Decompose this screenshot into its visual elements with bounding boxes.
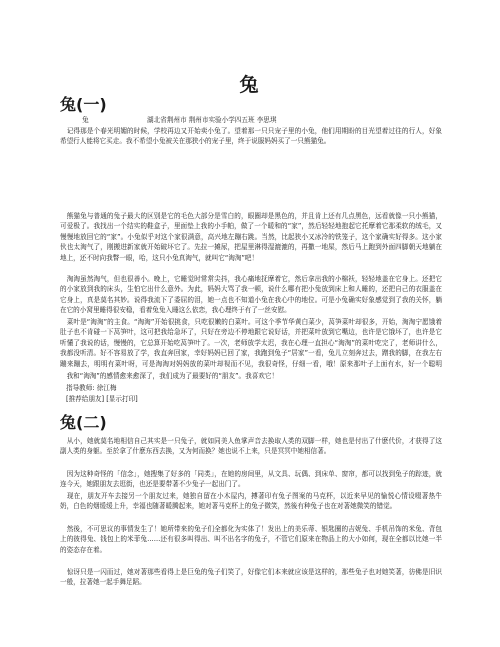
byline-word: 兔 [82, 116, 89, 124]
paragraph: 惊讶只是一闪而过，她对著那些看得上是巨兔的兔子们笑了，好像它们本来就应该是这样的，那些兔子也对她笑著，彷佛是旧识一般，拉著她一起手舞足蹈。 [60, 568, 442, 587]
paragraph: 从小，她就莫名地相信自己其实是一只兔子，就如同美人鱼掌声音去换取人类的双脚一样，她也是付出了什麽代价，才获得了这副人类的身躯。至於拿了什麽东西去换，又为何而换？她也说不上来，只是冥冥中她相信著。 [60, 437, 442, 456]
paragraph: 现在，朋友开车去接另一个朋友过来，她独自留在小木屋内，搏著印有兔子图案的马克杯，以近来早见的愉悦心情设啜著热牛奶，白色的烟缓缓上升，幸福也随著暖腾起来，她对著马克杯上的兔子微笑，然後有种兔子也在对著她微笑的错觉。 [60, 492, 442, 511]
paragraph: 淘淘虽然淘气，但也很善小。晚上，它睡觉时常常尖抖，我心痛地抚摩着它，然后拿出我的小棉袄，轻轻地盖在它身上。还把它的小家放到我的床头，生怕它出什么意外。为此，妈妈大骂了我一顿，说什么哪有把小兔放到床上和人睡的，还把自己的衣服盖在它身上，真是莫名其妙。说得我流下了委屈的泪，她一点也不知道小兔在我心中的地位。可是小兔确实好象感觉到了我的关怀，躺在它的小窝里睡得很安稳，看着兔兔入睡这么依恋，我心理终于有了一丝安慰。 [60, 275, 442, 315]
action-links [66, 394, 138, 404]
paragraph: 菜叶是“淘淘”的主食。“淘淘”开始很挑食，只吃很嫩的白菜叶。可这个季节华黄白菜少，莴笋菜叶却很多，开始，淘淘宁愿饿着肚子也不肯碰一下莴笋叶，这可把我给急坏了，只好在旁边不停地跟它说好话，并把菜叶放到它嘴边，也许是它饿坏了，也许是它听懂了我说的话，慢慢的，它总算开始吃莴笋叶了。一次，老师放学太迟，我在心理一直担心“淘淘”的菜叶吃完了，老师讲什么，我都没听清。好不容易放了学，我直奔回家，幸好妈妈已回了家，我跑到兔子“居家”一看，兔儿立刻奔过去，蹭我的脚，在我左右蹦来蹦去，明明有菜叶呀，可是淘淘对妈妈放的菜叶却视而不见，我很奇怪，仔细一看，哦！原来那叶子上面有水，好一个聪明 [60, 318, 442, 368]
paragraph: 因为这种奇怪的「信念」，她搜集了好多的「同类」，在她的房间里，从文具、玩偶、到床单、窗帘，都可以找到兔子的踪迹，就连今天，她跟朋友去逛街，也还是要带著不少兔子一起出门了。 [60, 470, 442, 489]
print-link[interactable]: [显示打印] [106, 395, 138, 403]
paragraph: 我和“淘淘”的感情愈来愈深了，我们成为了最要好的“朋友”。我喜欢它！ [60, 372, 279, 380]
recommend-link[interactable]: [推荐给朋友] [66, 395, 105, 403]
paragraph: 然後，不可思议的事情发生了！她所带来的兔子们全都化为实体了！发出上的美乐蒂、银匙圈的吉妮兔、手机吊饰的米兔、背包上的彼得兔、钱包上的米菲兔……还有很多叫得出、叫不出名字的兔子，不管它们原来在物品上的大小如何，现在全都以比她一半的姿态存在着。 [60, 525, 442, 554]
section-heading-part2: 兔(二) [60, 413, 107, 432]
paragraph: 记得那是个春光明媚的时候，学校再边又开始卖小兔了。望着那一只只宠子里的小兔，他们用期盼的目光望着过往的行人，好象希望行人能将它买走。我不希望小兔被关在那狭小的宠子里，终于说服妈妈买了一只熊猫兔。 [60, 127, 442, 146]
page-title: 兔 [239, 74, 261, 96]
teacher-credit: 指导教师: 徐江梅 [66, 384, 117, 392]
section-heading-part1: 兔(一) [60, 95, 107, 114]
paragraph: 熊猫兔与普通的兔子最大的区别是它的毛色大部分是雪白的，眼圈却是黑色的，并且肯上还有几点黑色，远看就像一只小熊猫，可爱极了。我找出一个结实的鞋盒子，里面垫上我的小手帕，做了一个暖和的“家”，然后轻轻地抱起它托摩着它那柔软的绒毛，又慢慢地放回它的“家”。小兔似乎对这个家很满意，高兴地左蹦右跳。当然，比起狭小又冰冷的铁笼子，这个家确实好得多。这小家伙也太淘气了，刚搬进新家就开始破坏它了。先拉一摊尿，把屋里淋得湿漉漉的，再撒一地屎，然后马上跑到外面四脚朝天地躺在地上，还不时向我瞥一眼，哈，这只小兔真淘气，就叫它“淘淘”吧！ [60, 212, 442, 262]
author-line: 湖北省荆州市 荆州市实验小学四五班 李思琪 [147, 116, 277, 124]
